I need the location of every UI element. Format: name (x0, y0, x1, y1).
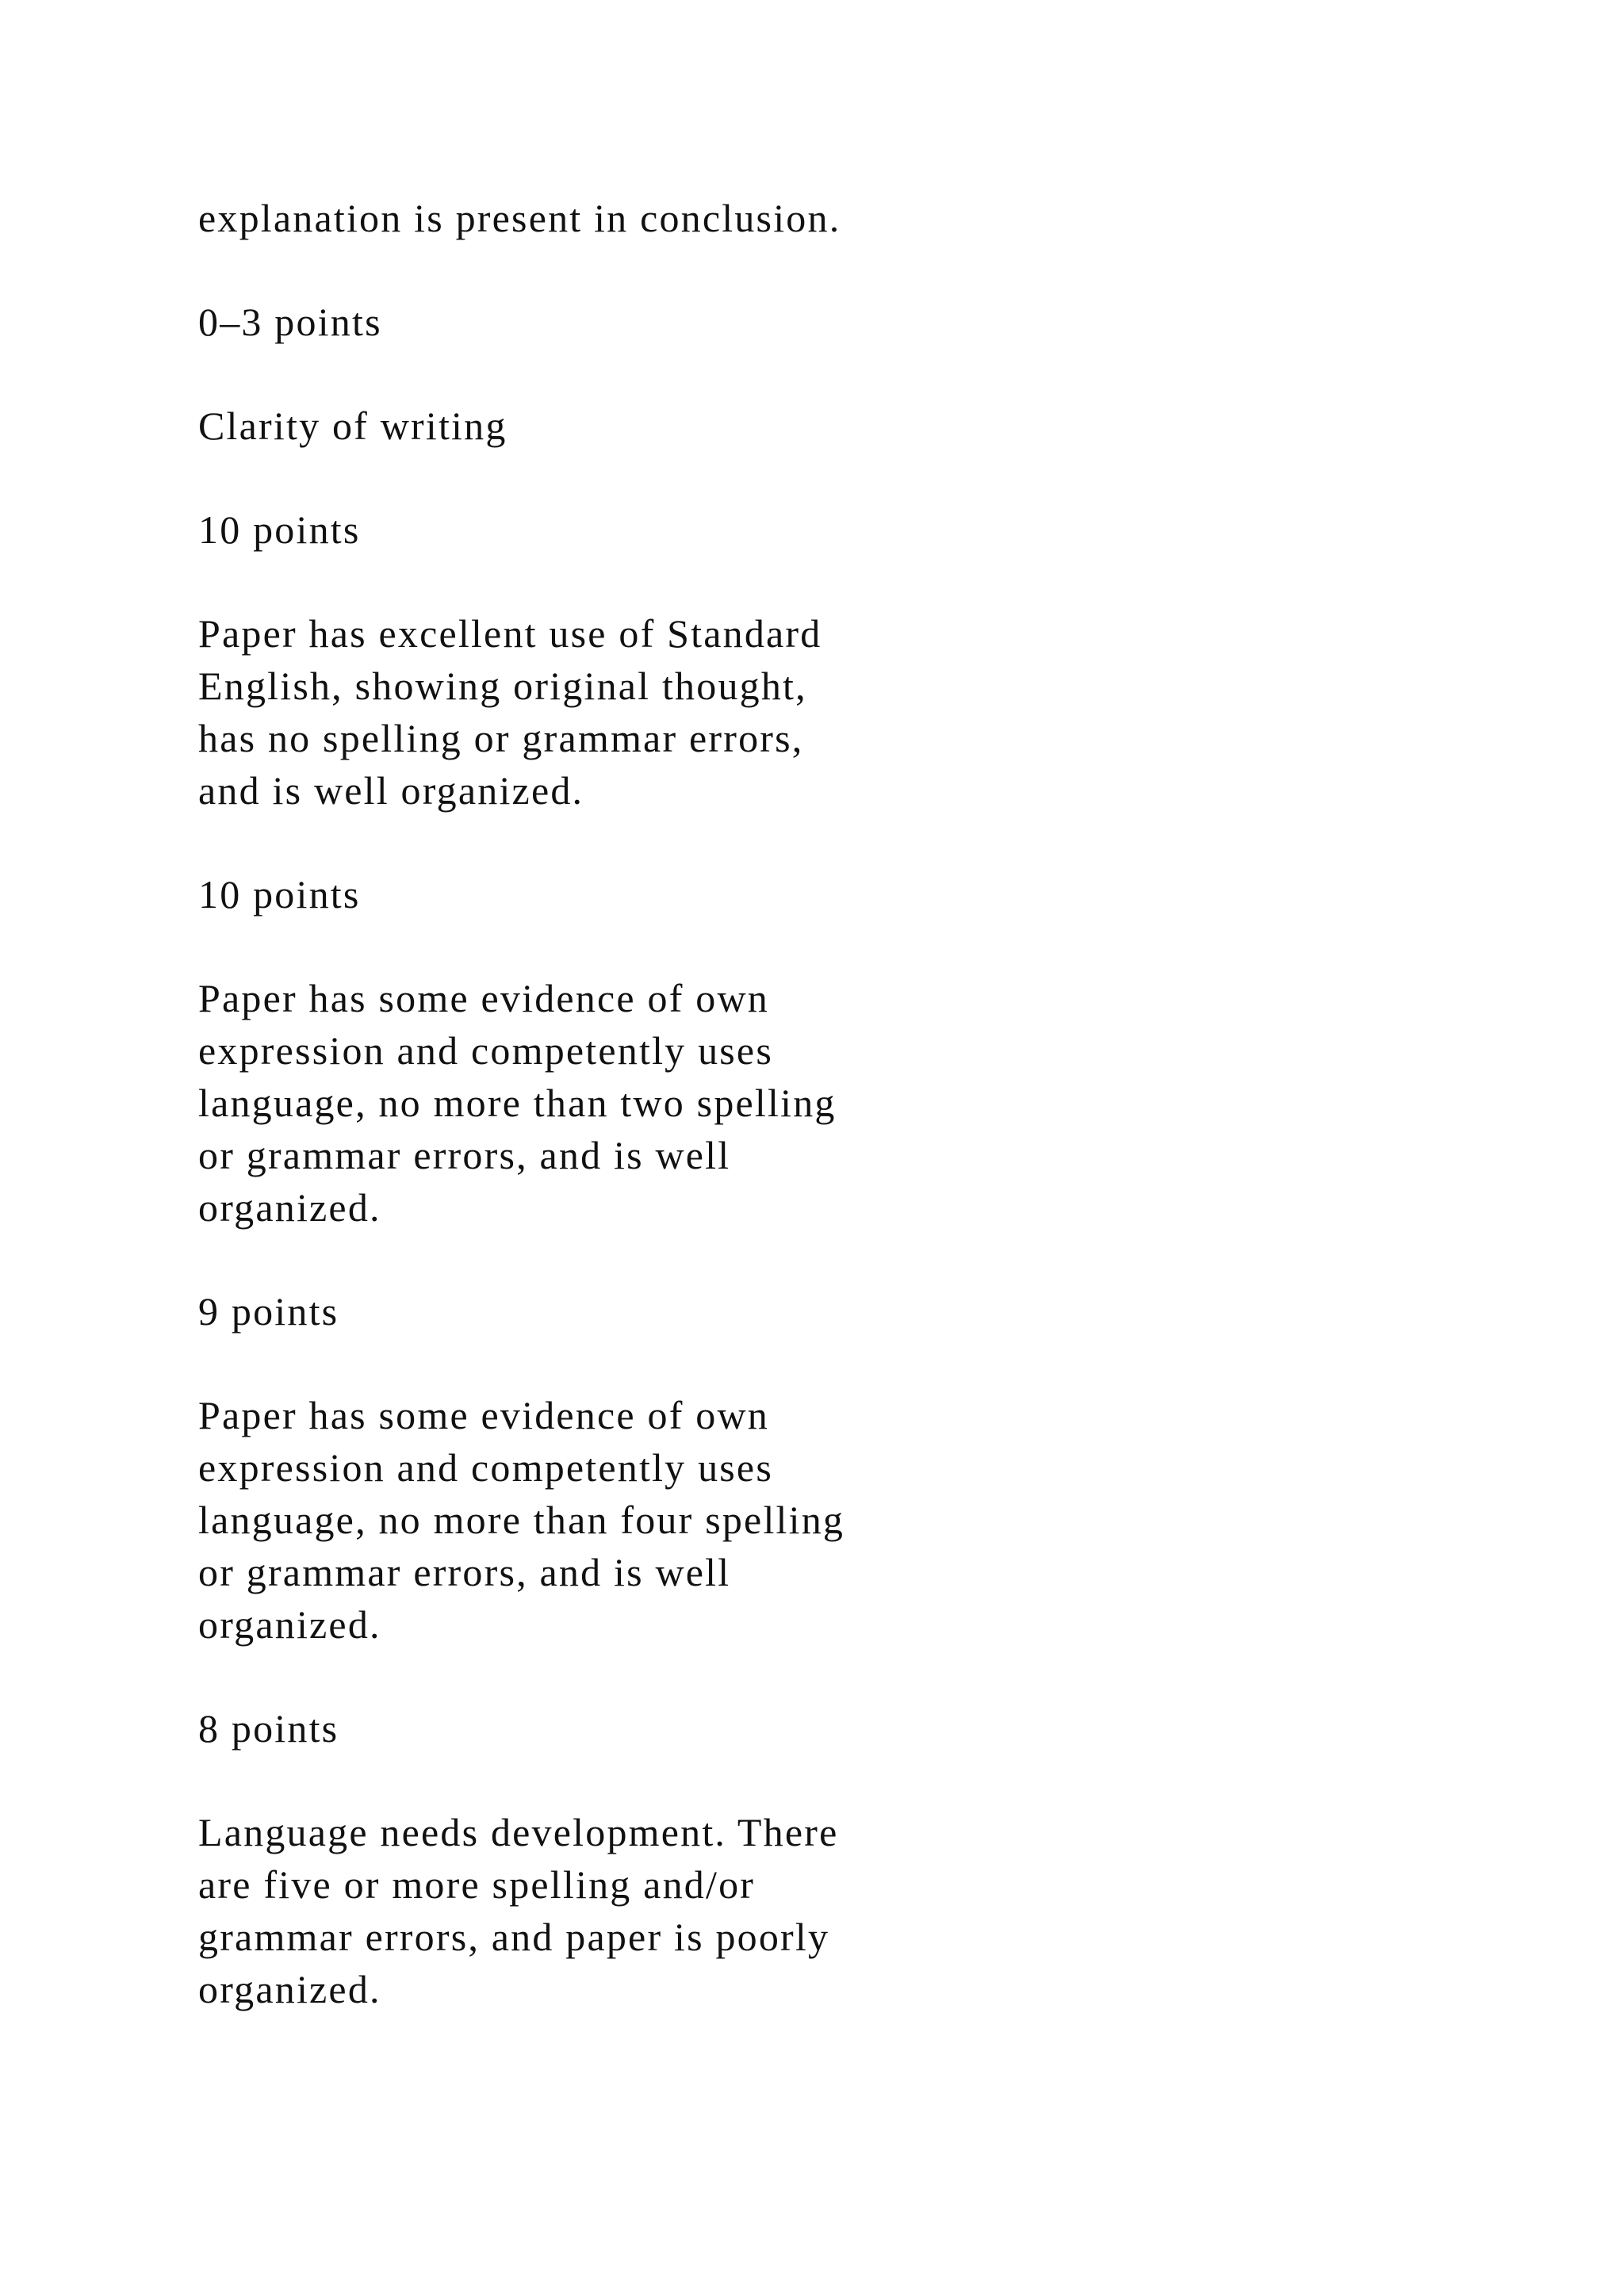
level-1-description: Paper has excellent use of Standard English, showing original thought, has no spelling or grammar errors, and is well organized. (198, 611, 822, 813)
criterion-heading: Clarity of writing (198, 404, 508, 448)
level-3-description: Paper has some evidence of own expression and competently uses language, no more than four spelling or grammar errors, and is well organized. (198, 1393, 845, 1647)
level-3-points: 8 points (198, 1706, 339, 1751)
conclusion-criterion-text: explanation is present in conclusion. (198, 196, 841, 240)
level-4-description: Language needs development. There are five or more spelling and/or grammar errors, and paper is poorly organized. (198, 1810, 839, 2011)
conclusion-points: 0–3 points (198, 300, 382, 344)
level-2-points: 9 points (198, 1289, 339, 1334)
level-1-points: 10 points (198, 872, 361, 916)
level-2-description: Paper has some evidence of own expression and competently uses language, no more than two spelling or grammar errors, and is well organized. (198, 976, 837, 1230)
document-body (198, 192, 991, 2067)
criterion-max-points: 10 points (198, 507, 361, 552)
